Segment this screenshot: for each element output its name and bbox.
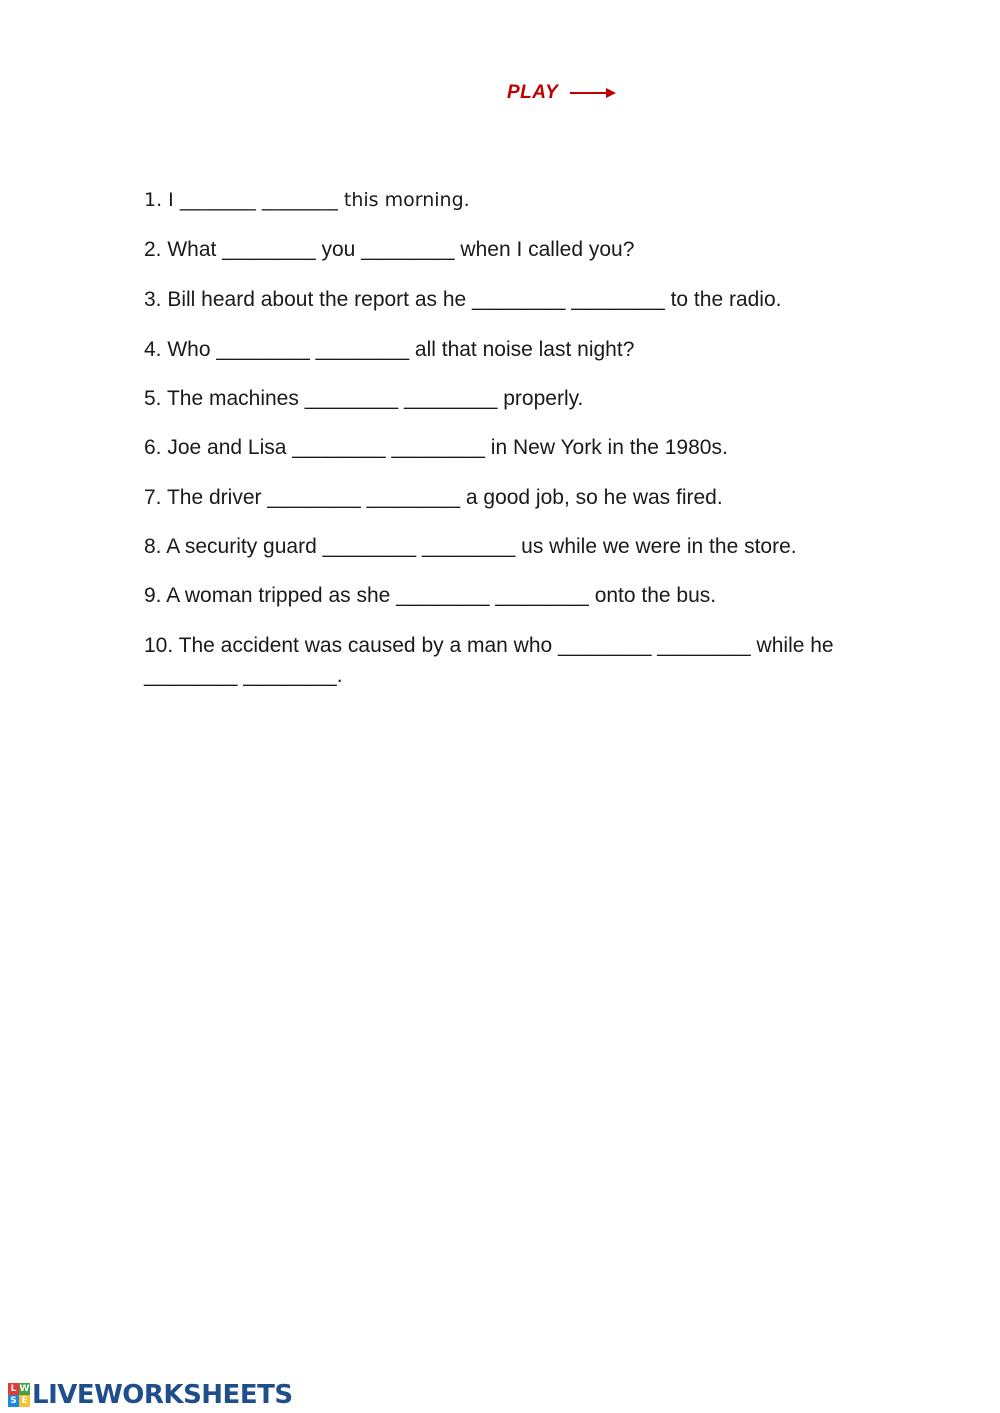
play-label: PLAY [507,82,559,103]
question-9: 9. A woman tripped as she ________ ________ onto the bus. [144,584,717,607]
question-5: 5. The machines ________ ________ properly. [144,387,584,410]
question-6: 6. Joe and Lisa ________ ________ in New York in the 1980s. [144,436,728,459]
question-10: 10. The accident was caused by a man who ________ ________ while he ________ ________. [144,634,834,687]
question-4: 4. Who ________ ________ all that noise last night? [144,338,635,361]
play-button[interactable] [507,82,616,104]
question-7: 7. The driver ________ ________ a good job, so he was fired. [144,486,723,509]
question-3: 3. Bill heard about the report as he ________ ________ to the radio. [144,288,782,311]
question-8: 8. A security guard ________ ________ us while we were in the store. [144,535,797,558]
logo-mark-icon: L W S E [8,1383,30,1407]
liveworksheets-logo[interactable] [8,1380,293,1410]
logo-text: LIVEWORKSHEETS [32,1380,293,1410]
arrow-right-icon [570,87,616,99]
question-2: 2. What ________ you ________ when I called you? [144,238,635,261]
question-1: 1. I ________ ________ this morning. [144,189,470,211]
